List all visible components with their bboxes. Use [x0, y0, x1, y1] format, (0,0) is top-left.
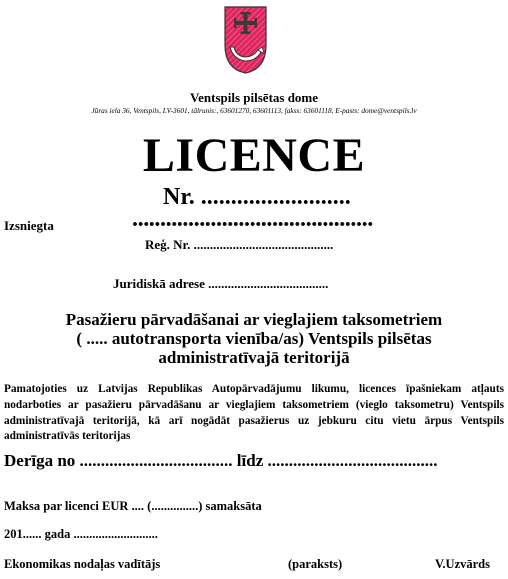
registration-number: Reģ. Nr. ........................................... [145, 237, 334, 252]
signatory-name: V.Uzvārds [435, 557, 490, 571]
contact-line: Jūras iela 36, Ventspils, LV-3601, tālrunis:, 63601270, 63601113, fakss: 63601118, E-pasts: dome@ventspils.lv [91, 106, 417, 115]
subtitle-line-2: ( ..... autotransporta vienība/as) Ventspils pilsētas [76, 329, 432, 348]
coat-of-arms-icon [223, 5, 268, 75]
valid-from-label: Derīga no [4, 451, 76, 470]
validity-line [4, 450, 438, 472]
document-title: LICENCE [142, 129, 366, 182]
subtitle-line-1: Pasažieru pārvadāšanai ar vieglajiem taksometriem [65, 310, 443, 329]
org-name: Ventspils pilsētas dome [189, 90, 319, 105]
fee-line: Maksa par licenci EUR .... (...............) samaksāta [4, 499, 262, 513]
subtitle-line-3: administratīvajā teritorijā [158, 348, 350, 367]
issued-label: Izsniegta [4, 218, 54, 233]
valid-to-label: līdz [236, 451, 264, 470]
licence-body: Pamatojoties uz Latvijas Republikas Autopārvadājumu likumu, licences īpašniekam atļauts nodarboties ar pasažieru pārvadāšanu ar vieglajiem taksometriem (vieglo taksometru) Ventspils administratīvajā teritorijā, kā arī nogādāt pasažierus uz jebkuru citu vietu ārpus Ventspils administratīvās teritorijas [4, 383, 504, 443]
licence-subtitle [0, 310, 508, 367]
valid-to-field: ........................................ [267, 451, 438, 470]
valid-from-field: .................................... [79, 451, 233, 470]
licence-number: Nr. ......................... [163, 184, 351, 210]
signature-placeholder: (paraksts) [288, 557, 343, 571]
date-line: 201...... gada ........................... [4, 527, 158, 541]
signatory-title: Ekonomikas nodaļas vadītājs [4, 557, 161, 571]
legal-address: Juridiskā adrese ..................................... [113, 276, 329, 291]
issued-to-field: ........................................... [132, 206, 373, 232]
